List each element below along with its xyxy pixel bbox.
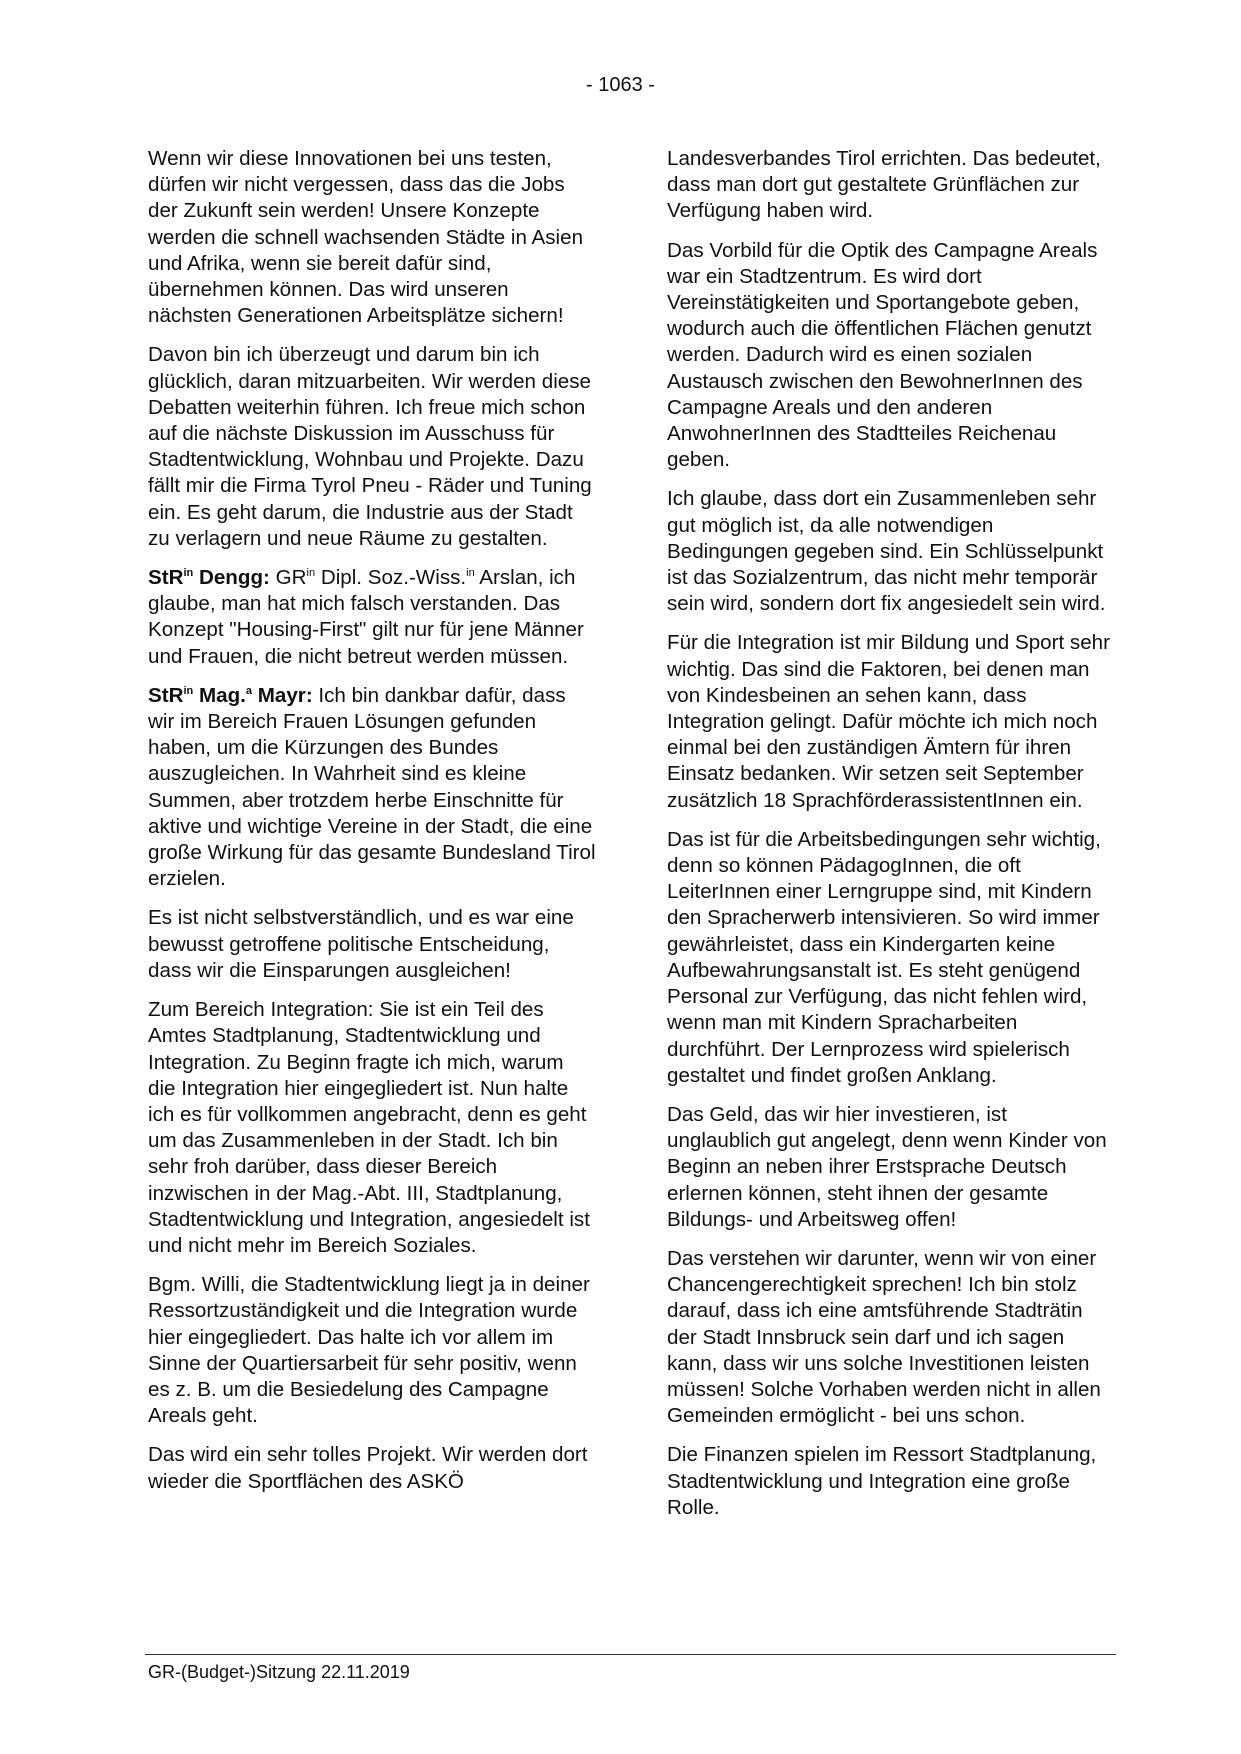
- paragraph: Das ist für die Arbeitsbedingungen sehr wichtig, denn so können PädagogInnen, die oft LeiterInnen einer Lerngruppe sind, mit Kindern den Spracherwerb intensivieren. So wird immer gewährleistet, dass ein Kindergarten keine Aufbewahrungsanstalt ist. Es steht genügend Personal zur Verfügung, das nicht fehlen wird, wenn man mit Kindern Spracharbeiten durchführt. Der Lernprozess wird spielerisch gestaltet und findet großen Anklang.: [667, 827, 1101, 1087]
- paragraph: Ich glaube, dass dort ein Zusammenleben sehr gut möglich ist, da alle notwendigen Bedingungen gegeben sind. Ein Schlüsselpunkt ist das Sozialzentrum, das nicht mehr temporär sein wird, sondern dort fix angesiedelt sein wird.: [667, 487, 1106, 616]
- paragraph: Es ist nicht selbstverständlich, und es war eine bewusst getroffene politische Entscheidung, dass wir die Einsparungen ausgleichen!: [148, 906, 574, 982]
- speaker-name: StR$^{in}$ Dengg:: [148, 566, 270, 590]
- speaker-name: StR$^{in}$ Mag.$^a$ Mayr:: [148, 683, 313, 707]
- footer-session-date: GR-(Budget-)Sitzung 22.11.2019: [148, 1662, 410, 1682]
- page-number: - 1063 -: [586, 74, 655, 96]
- paragraph: Für die Integration ist mir Bildung und Sport sehr wichtig. Das sind die Faktoren, bei denen man von Kindesbeinen an sehen kann, dass Integration gelingt. Dafür möchte ich mich noch einmal bei den zuständigen Ämtern für ihren Einsatz bedanken. Wir setzen seit September zusätzlich 18 SprachförderassistentInnen ein.: [667, 631, 1110, 812]
- paragraph: Die Finanzen spielen im Ressort Stadtplanung, Stadtentwicklung und Integration eine große Rolle.: [667, 1443, 1097, 1519]
- right-column: [667, 146, 1115, 1534]
- paragraph: Zum Bereich Integration: Sie ist ein Teil des Amtes Stadtplanung, Stadtentwicklung und Integration. Zu Beginn fragte ich mich, warum die Integration hier eingegliedert ist. Nun halte ich es für vollkommen angebracht, denn es geht um das Zusammenleben in der Stadt. Ich bin sehr froh darüber, dass dieser Bereich inzwischen in der Mag.-Abt. III, Stadtplanung, Stadtentwicklung und Integration, angesiedelt ist und nicht mehr im Bereich Soziales.: [148, 998, 590, 1257]
- paragraph: Bgm. Willi, die Stadtentwicklung liegt ja in deiner Ressortzuständigkeit und die Integration wurde hier eingegliedert. Das halte ich vor allem im Sinne der Quartiersarbeit für sehr positiv, wenn es z. B. um die Besiedelung des Campagne Areals geht.: [148, 1273, 590, 1428]
- paragraph: Das Geld, das wir hier investieren, ist unglaublich gut angelegt, denn wenn Kinder von Beginn an neben ihrer Erstsprache Deutsch erlernen können, steht ihnen der gesamte Bildungs- und Arbeitsweg offen!: [667, 1102, 1107, 1231]
- paragraph: Wenn wir diese Innovationen bei uns testen, dürfen wir nicht vergessen, dass das die Jobs der Zukunft sein werden! Unsere Konzepte werden die schnell wachsenden Städte in Asien und Afrika, wenn sie bereit dafür sind, übernehmen können. Das wird unseren nächsten Generationen Arbeitsplätze sichern!: [148, 147, 584, 328]
- speech-dengg: StR$^{in}$ Dengg: $GR^{in}$ Dipl. Soz.-Wiss.$^{in}$ Arslan, ich glaube, man hat mich falsch verstanden. Das Konzept "Housing-First" gilt nur für jene Männer und Frauen, die nicht betreut werden müssen.: [148, 566, 584, 668]
- left-column: [148, 146, 596, 1508]
- footer-divider: [145, 1654, 1116, 1655]
- paragraph: Landesverbandes Tirol errichten. Das bedeutet, dass man dort gut gestaltete Grünflächen zur Verfügung haben wird.: [667, 147, 1101, 223]
- paragraph: Das wird ein sehr tolles Projekt. Wir werden dort wieder die Sportflächen des ASKÖ: [148, 1443, 588, 1493]
- paragraph: Das verstehen wir darunter, wenn wir von einer Chancengerechtigkeit sprechen! Ich bin stolz darauf, dass ich eine amtsführende Stadträtin der Stadt Innsbruck sein darf und ich sagen kann, dass wir uns solche Investitionen leisten müssen! Solche Vorhaben werden nicht in allen Gemeinden ermöglicht - bei uns schon.: [667, 1246, 1101, 1428]
- speech-mayr: StR$^{in}$ Mag.$^a$ Mayr: Ich bin dankbar dafür, dass wir im Bereich Frauen Lösungen gefunden haben, um die Kürzungen des Bundes auszugleichen. In Wahrheit sind es kleine Summen, aber trotzdem herbe Einschnitte für aktive und wichtige Vereine in der Stadt, die eine große Wirkung für das gesamte Bundesland Tirol erzielen.: [148, 683, 596, 891]
- paragraph: Davon bin ich überzeugt und darum bin ich glücklich, daran mitzuarbeiten. Wir werden diese Debatten weiterhin führen. Ich freue mich schon auf die nächste Diskussion im Ausschuss für Stadtentwicklung, Wohnbau und Projekte. Dazu fällt mir die Firma Tyrol Pneu - Räder und Tuning ein. Es geht darum, die Industrie aus der Stadt zu verlagern und neue Räume zu gestalten.: [148, 343, 592, 550]
- paragraph: Das Vorbild für die Optik des Campagne Areals war ein Stadtzentrum. Es wird dort Vereinstätigkeiten und Sportangebote geben, wodurch auch die öffentlichen Flächen genutzt werden. Dadurch wird es einen sozialen Austausch zwischen den BewohnerInnen des Campagne Areals und den anderen AnwohnerInnen des Stadtteiles Reichenau geben.: [667, 238, 1098, 472]
